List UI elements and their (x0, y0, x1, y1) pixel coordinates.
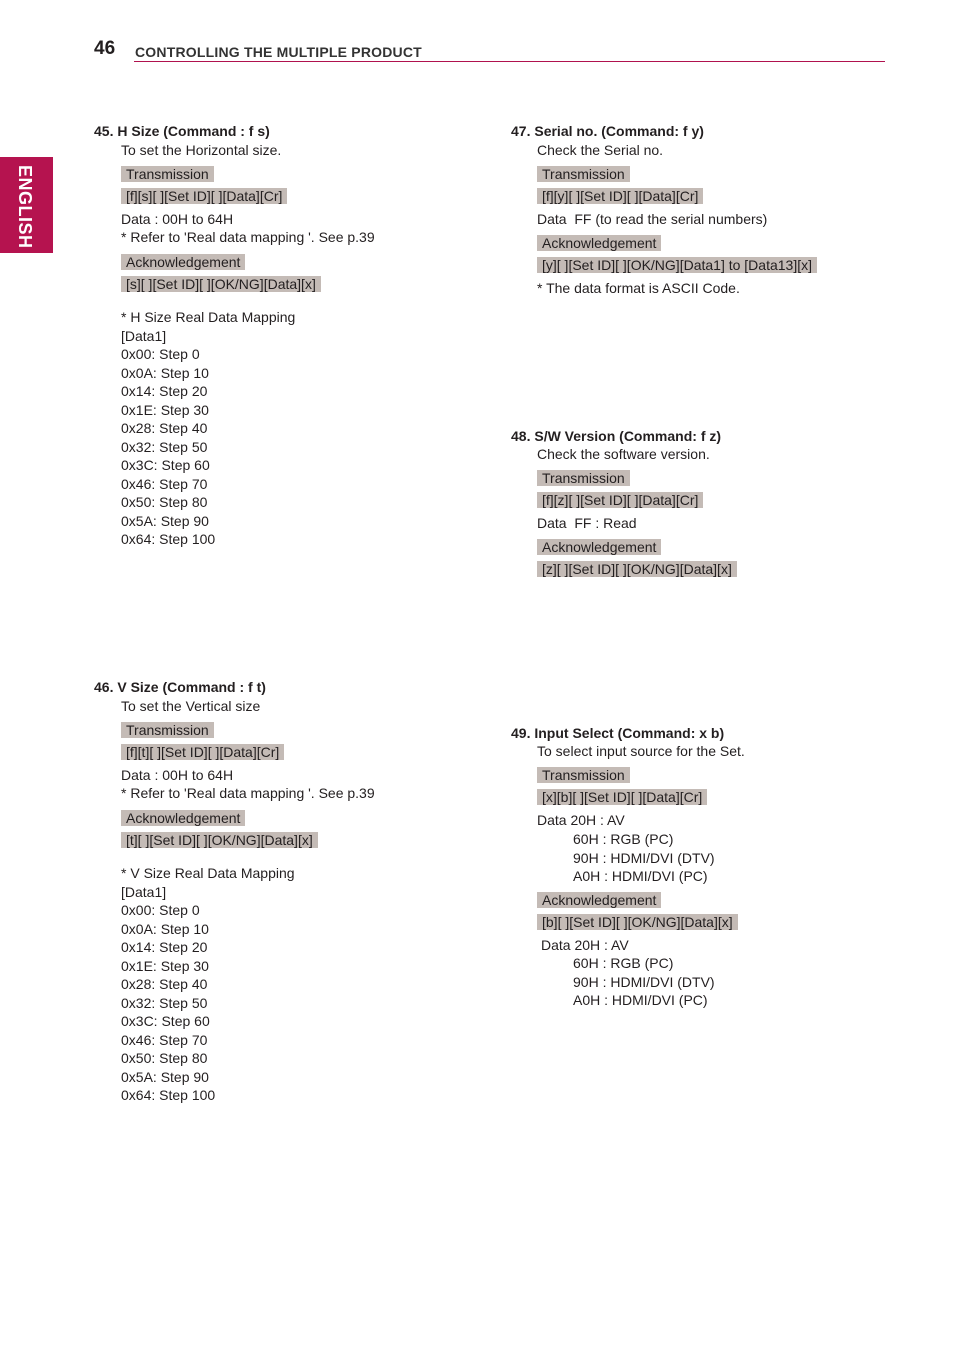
section-46-transmission-label: Transmission (121, 722, 214, 738)
mapping-row: 0x50: Step 80 (121, 1050, 208, 1066)
language-tab (0, 157, 53, 253)
section-49-title: 49. Input Select (Command: x b) (511, 725, 725, 741)
mapping-row: 0x32: Step 50 (121, 994, 208, 1011)
mapping-title: * H Size Real Data Mapping (121, 309, 296, 325)
section-47-title: 47. Serial no. (Command: f y) (511, 123, 704, 139)
section-49-description: To select input source for the Set. (537, 743, 745, 759)
mapping-row: 0x00: Step 0 (121, 346, 200, 362)
section-48-title: 48. S/W Version (Command: f z) (511, 428, 722, 444)
mapping-row: 0x5A: Step 90 (121, 1068, 209, 1085)
section-47-description: Check the Serial no. (537, 142, 664, 158)
section-49-ack-data: Data 20H : AV (541, 937, 629, 953)
section-45-mapping (121, 308, 295, 549)
mapping-title: * V Size Real Data Mapping (121, 865, 295, 881)
section-47-ack-label: Acknowledgement (537, 235, 661, 251)
section-49-transmission-command: [x][b][ ][Set ID][ ][Data][Cr] (537, 789, 707, 805)
section-45-transmission-label: Transmission (121, 166, 214, 182)
section-45-ack-label: Acknowledgement (121, 254, 245, 270)
section-45-transmission-command: [f][s][ ][Set ID][ ][Data][Cr] (121, 188, 287, 204)
section-48-data: Data FF : Read (537, 515, 637, 531)
section-48-description: Check the software version. (537, 446, 710, 462)
mapping-row: 0x5A: Step 90 (121, 512, 209, 529)
section-49-ack-label: Acknowledgement (537, 892, 661, 908)
section-47-transmission-label: Transmission (537, 166, 630, 182)
section-47-note: * The data format is ASCII Code. (537, 280, 740, 296)
section-46-ack-command: [t][ ][Set ID][ ][OK/NG][Data][x] (121, 832, 318, 848)
mapping-row: 0x14: Step 20 (121, 939, 208, 955)
section-45-ack-command: [s][ ][Set ID][ ][OK/NG][Data][x] (121, 276, 321, 292)
data-value: 60H : RGB (PC) (573, 831, 674, 847)
mapping-row: 0x64: Step 100 (121, 531, 216, 547)
section-46-ack-label: Acknowledgement (121, 810, 245, 826)
section-49-transmission-label: Transmission (537, 767, 630, 783)
mapping-row: [Data1] (121, 883, 167, 900)
section-49-ack-command: [b][ ][Set ID][ ][OK/NG][Data][x] (537, 914, 738, 930)
section-46-transmission-command: [f][t][ ][Set ID][ ][Data][Cr] (121, 744, 284, 760)
section-48-ack-command: [z][ ][Set ID][ ][OK/NG][Data][x] (537, 561, 737, 577)
mapping-row: 0x3C: Step 60 (121, 1013, 210, 1029)
mapping-row: 0x32: Step 50 (121, 438, 208, 455)
mapping-row: 0x28: Step 40 (121, 420, 208, 436)
page-header-title: CONTROLLING THE MULTIPLE PRODUCT (135, 44, 422, 60)
mapping-row: [Data1] (121, 327, 167, 344)
data-value: 90H : HDMI/DVI (DTV) (573, 973, 715, 990)
mapping-row: 0x1E: Step 30 (121, 957, 209, 974)
section-49-data-values (573, 830, 715, 886)
language-tab-label: ENGLISH (15, 165, 35, 249)
mapping-row: 0x46: Step 70 (121, 1031, 208, 1048)
page-number: 46 (94, 38, 116, 59)
mapping-row: 0x00: Step 0 (121, 902, 200, 918)
section-46-data-range: Data : 00H to 64H (121, 767, 234, 783)
mapping-row: 0x50: Step 80 (121, 494, 208, 510)
section-47-ack-command: [y][ ][Set ID][ ][OK/NG][Data1] to [Data13][x] (537, 257, 817, 273)
mapping-row: 0x1E: Step 30 (121, 401, 209, 418)
mapping-row: 0x14: Step 20 (121, 383, 208, 399)
section-45-title: 45. H Size (Command : f s) (94, 123, 270, 139)
mapping-row: 0x3C: Step 60 (121, 457, 210, 473)
section-49-ack-data-values (573, 954, 715, 1010)
data-value: 90H : HDMI/DVI (DTV) (573, 849, 715, 866)
mapping-row: 0x28: Step 40 (121, 976, 208, 992)
mapping-row: 0x64: Step 100 (121, 1087, 216, 1103)
data-value: 60H : RGB (PC) (573, 955, 674, 971)
section-47-data: Data FF (to read the serial numbers) (537, 211, 768, 227)
section-45-description: To set the Horizontal size. (121, 142, 282, 158)
data-value: A0H : HDMI/DVI (PC) (573, 992, 708, 1008)
section-46-mapping (121, 864, 295, 1105)
mapping-row: 0x46: Step 70 (121, 475, 208, 492)
section-46-description: To set the Vertical size (121, 698, 261, 714)
data-value: A0H : HDMI/DVI (PC) (573, 868, 708, 884)
section-49-data: Data 20H : AV (537, 812, 625, 828)
section-48-ack-label: Acknowledgement (537, 539, 661, 555)
section-46-note: * Refer to 'Real data mapping '. See p.39 (121, 785, 375, 801)
section-46-title: 46. V Size (Command : f t) (94, 679, 266, 695)
mapping-row: 0x0A: Step 10 (121, 920, 209, 937)
section-45-data-range: Data : 00H to 64H (121, 211, 234, 227)
section-45-note: * Refer to 'Real data mapping '. See p.39 (121, 229, 375, 245)
section-47-transmission-command: [f][y][ ][Set ID][ ][Data][Cr] (537, 188, 703, 204)
section-48-transmission-command: [f][z][ ][Set ID][ ][Data][Cr] (537, 492, 703, 508)
section-48-transmission-label: Transmission (537, 470, 630, 486)
header-divider (134, 61, 885, 62)
mapping-row: 0x0A: Step 10 (121, 364, 209, 381)
